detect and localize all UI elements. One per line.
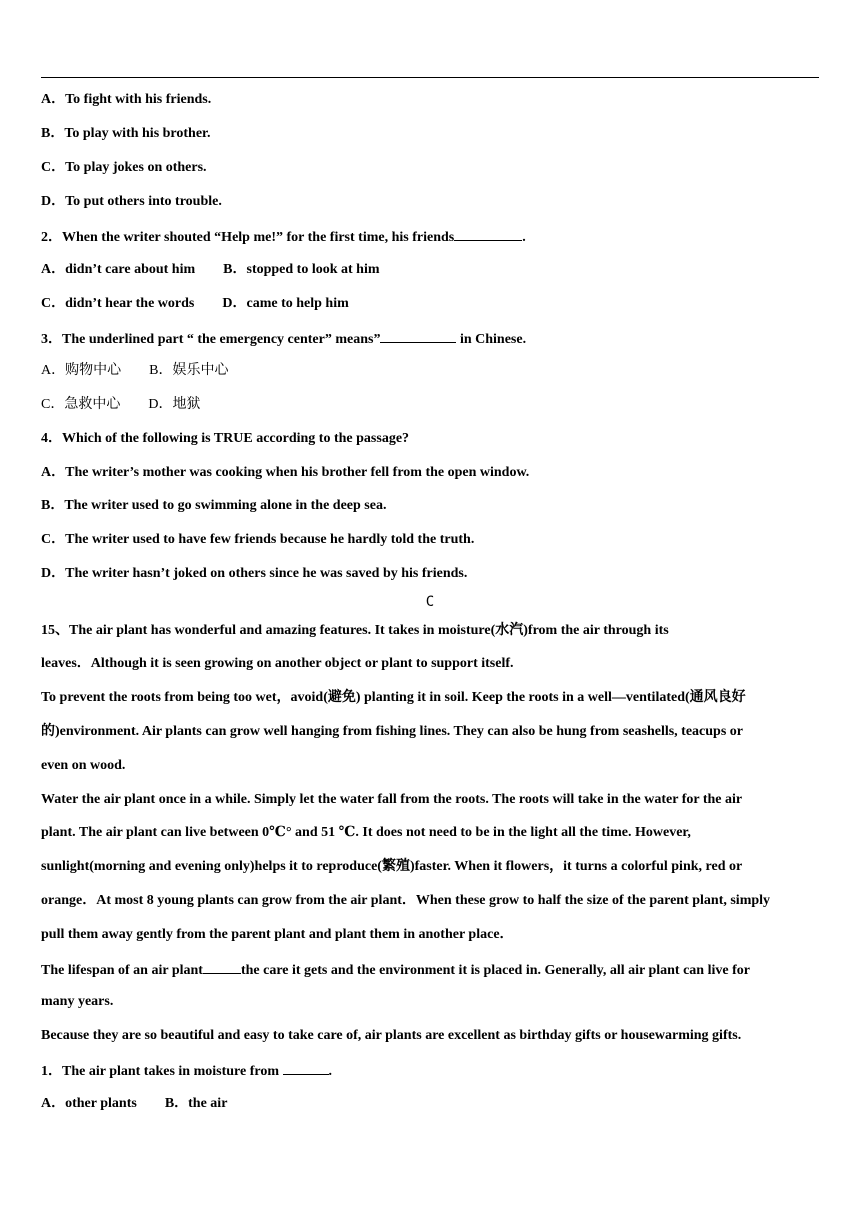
q4-option-a: A．The writer’s mother was cooking when his brother fell from the open window. [41,465,530,480]
passage-line: orange．At most 8 young plants can grow from the air plant．When these grow to half the size of the parent plant, simply [41,893,771,908]
lifespan-text-end: the care it gets and the environment it is placed in. Generally, all air plant can live for [240,963,750,978]
passage-line-lifespan [41,960,750,980]
header-rule [41,77,819,78]
passage-line: plant. The air plant can live between 0℃° and 51 ℃. It does not need to be in the light all the time. However, [41,825,691,840]
q3-option-a: A．购物中心 [41,363,122,378]
passage-line: sunlight(morning and evening only)helps it to reproduce(繁殖)faster. When it flowers，it turns a colorful pink, red or [41,859,743,874]
passage-line: leaves．Although it is seen growing on another object or plant to support itself. [41,656,514,671]
q15-1-options [41,1095,227,1113]
q3-stem-text: 3．The underlined part “ the emergency center” means” [41,332,381,347]
q2-option-a: A．didn’t care about him [41,262,196,277]
q1-option-a: A．To fight with his friends. [41,92,212,107]
q1-option-c: C．To play jokes on others. [41,160,207,175]
q2-option-b: B．stopped to look at him [223,262,380,277]
q3-option-c: C．急救中心 [41,397,121,412]
passage-line: Because they are so beautiful and easy to take care of, air plants are excellent as birthday gifts or housewarming gifts. [41,1028,742,1043]
q4-option-c: C．The writer used to have few friends because he hardly told the truth. [41,532,475,547]
answer-blank [283,1061,329,1075]
q4-option-d: D．The writer hasn’t joked on others since he was saved by his friends. [41,566,468,581]
q3-stem [41,329,526,349]
q1-option-b: B．To play with his brother. [41,126,211,141]
q3-option-d: D．地狱 [148,397,201,412]
passage-line: Water the air plant once in a while. Simply let the water fall from the roots. The roots will take in the water for the air [41,792,743,807]
q3-option-b: B．娱乐中心 [149,363,229,378]
passage-line: 15、The air plant has wonderful and amazing features. It takes in moisture(水汽)from the air through its [41,623,669,638]
q3-stem-end: in Chinese. [456,332,527,347]
passage-line: many years. [41,994,114,1009]
q2-option-c: C．didn’t hear the words [41,296,195,311]
answer-blank [203,960,241,974]
q15-1-option-b: B．the air [164,1096,228,1111]
q2-stem [41,227,526,247]
q2-stem-text: 2．When the writer shouted “Help me!” for the first time, his friends [41,230,455,245]
lifespan-text-start: The lifespan of an air plant [41,963,203,978]
q4-stem: 4．Which of the following is TRUE according to the passage? [41,431,410,446]
q2-stem-end: . [522,230,526,245]
q15-1-stem [41,1061,332,1081]
q2-options-row2 [41,295,349,313]
passage-line: 的)environment. Air plants can grow well hanging from fishing lines. They can also be hung from seashells, teacups or [41,724,744,739]
q4-option-b: B．The writer used to go swimming alone in the deep sea. [41,498,387,513]
q15-1-stem-text: 1．The air plant takes in moisture from [41,1064,283,1079]
q15-1-option-a: A．other plants [41,1096,137,1111]
passage-line: even on wood. [41,758,126,773]
q15-1-stem-end: . [328,1064,333,1079]
q2-option-d: D．came to help him [222,296,349,311]
q1-option-d: D．To put others into trouble. [41,194,222,209]
section-label: C [425,594,435,610]
q3-options-row1 [41,362,228,380]
q2-options-row1 [41,261,380,279]
passage-line: To prevent the roots from being too wet，avoid(避免) planting it in soil. Keep the roots in a well—ventilated(通风良好 [41,690,746,705]
answer-blank [380,329,456,343]
passage-line: pull them away gently from the parent plant and plant them in another place． [41,927,514,942]
answer-blank [454,227,522,241]
q3-options-row2 [41,396,200,414]
